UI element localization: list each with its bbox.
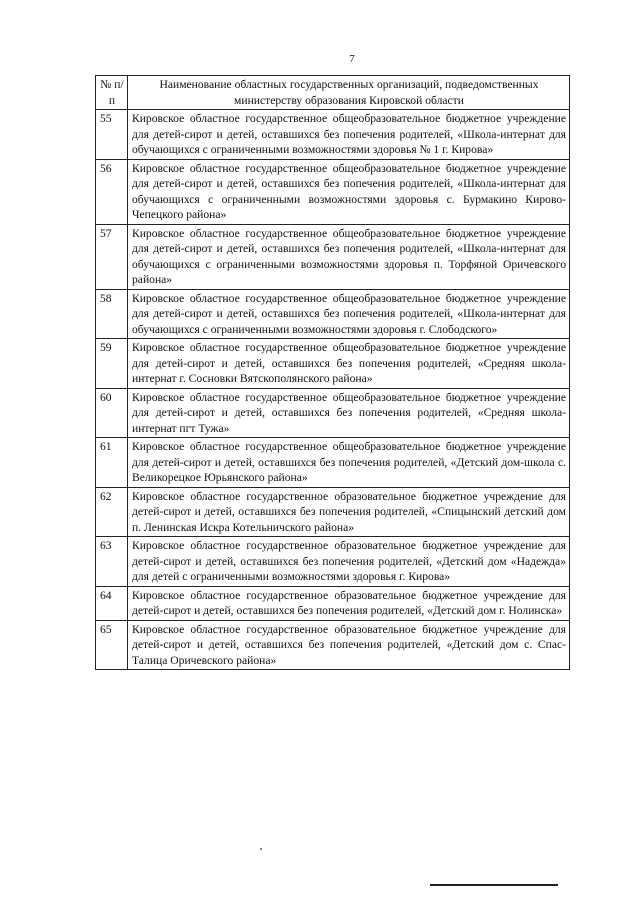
table-row (96, 487, 570, 537)
row-name: Кировское областное государственное общеобразовательное бюджетное учреждение для детей-сирот и детей, оставшихся без попечения родителей, «Школа-интернат для обучающихся с ограниченными возможностями здоровья с. Бурмакино Кирово-Чепецкого района» (128, 159, 570, 224)
table-row (96, 620, 570, 670)
header-name: Наименование областных государственных организаций, подведомственных министерству образования Кировской области (128, 76, 570, 110)
row-number: 59 (96, 339, 128, 389)
row-name: Кировское областное государственное образовательное бюджетное учреждение для детей-сирот и детей, оставшихся без попечения родителей, «Детский дом «Надежда» для детей с ограниченными возможностями здоровья г. Кирова» (128, 537, 570, 587)
row-number: 65 (96, 620, 128, 670)
table-row (96, 159, 570, 224)
row-number: 60 (96, 388, 128, 438)
row-number: 57 (96, 224, 128, 289)
row-number: 62 (96, 487, 128, 537)
signature-line (430, 884, 558, 886)
row-name: Кировское областное государственное общеобразовательное бюджетное учреждение для детей-сирот и детей, оставшихся без попечения родителей, «Детский дом-школа с. Великорецкое Юрьянского района» (128, 438, 570, 488)
row-number: 58 (96, 289, 128, 339)
table-row (96, 224, 570, 289)
page-number: 7 (349, 53, 355, 65)
header-number: № п/п (96, 76, 128, 110)
row-number: 55 (96, 110, 128, 160)
table-row (96, 537, 570, 587)
row-number: 56 (96, 159, 128, 224)
row-name: Кировское областное государственное общеобразовательное бюджетное учреждение для детей-сирот и детей, оставшихся без попечения родителей, «Школа-интернат для обучающихся с ограниченными возможностями здоровья № 1 г. Кирова» (128, 110, 570, 160)
organizations-table (95, 75, 570, 670)
row-name: Кировское областное государственное общеобразовательное бюджетное учреждение для детей-сирот и детей, оставшихся без попечения родителей, «Школа-интернат для обучающихся с ограниченными возможностями здоровья п. Торфяной Оричевского района» (128, 224, 570, 289)
table-row (96, 586, 570, 620)
row-name: Кировское областное государственное общеобразовательное бюджетное учреждение для детей-сирот и детей, оставшихся без попечения родителей, «Школа-интернат для обучающихся с ограниченными возможностями здоровья г. Слободского» (128, 289, 570, 339)
row-number: 63 (96, 537, 128, 587)
table-row (96, 388, 570, 438)
table-row (96, 438, 570, 488)
row-number: 64 (96, 586, 128, 620)
row-name: Кировское областное государственное образовательное бюджетное учреждение для детей-сирот и детей, оставшихся без попечения родителей, «Спицынский детский дом п. Ленинская Искра Котельничского района» (128, 487, 570, 537)
table-header-row (96, 76, 570, 110)
row-name: Кировское областное государственное общеобразовательное бюджетное учреждение для детей-сирот и детей, оставшихся без попечения родителей, «Средняя школа-интернат пгт Тужа» (128, 388, 570, 438)
row-number: 61 (96, 438, 128, 488)
table-row (96, 289, 570, 339)
row-name: Кировское областное государственное образовательное бюджетное учреждение для детей-сирот и детей, оставшихся без попечения родителей, «Детский дом г. Нолинска» (128, 586, 570, 620)
row-name: Кировское областное государственное общеобразовательное бюджетное учреждение для детей-сирот и детей, оставшихся без попечения родителей, «Средняя школа-интернат г. Сосновки Вятскополянского района» (128, 339, 570, 389)
scan-speck (260, 848, 262, 850)
table-row (96, 339, 570, 389)
row-name: Кировское областное государственное образовательное бюджетное учреждение для детей-сирот и детей, оставшихся без попечения родителей, «Детский дом с. Спас-Талица Оричевского района» (128, 620, 570, 670)
table-row (96, 110, 570, 160)
